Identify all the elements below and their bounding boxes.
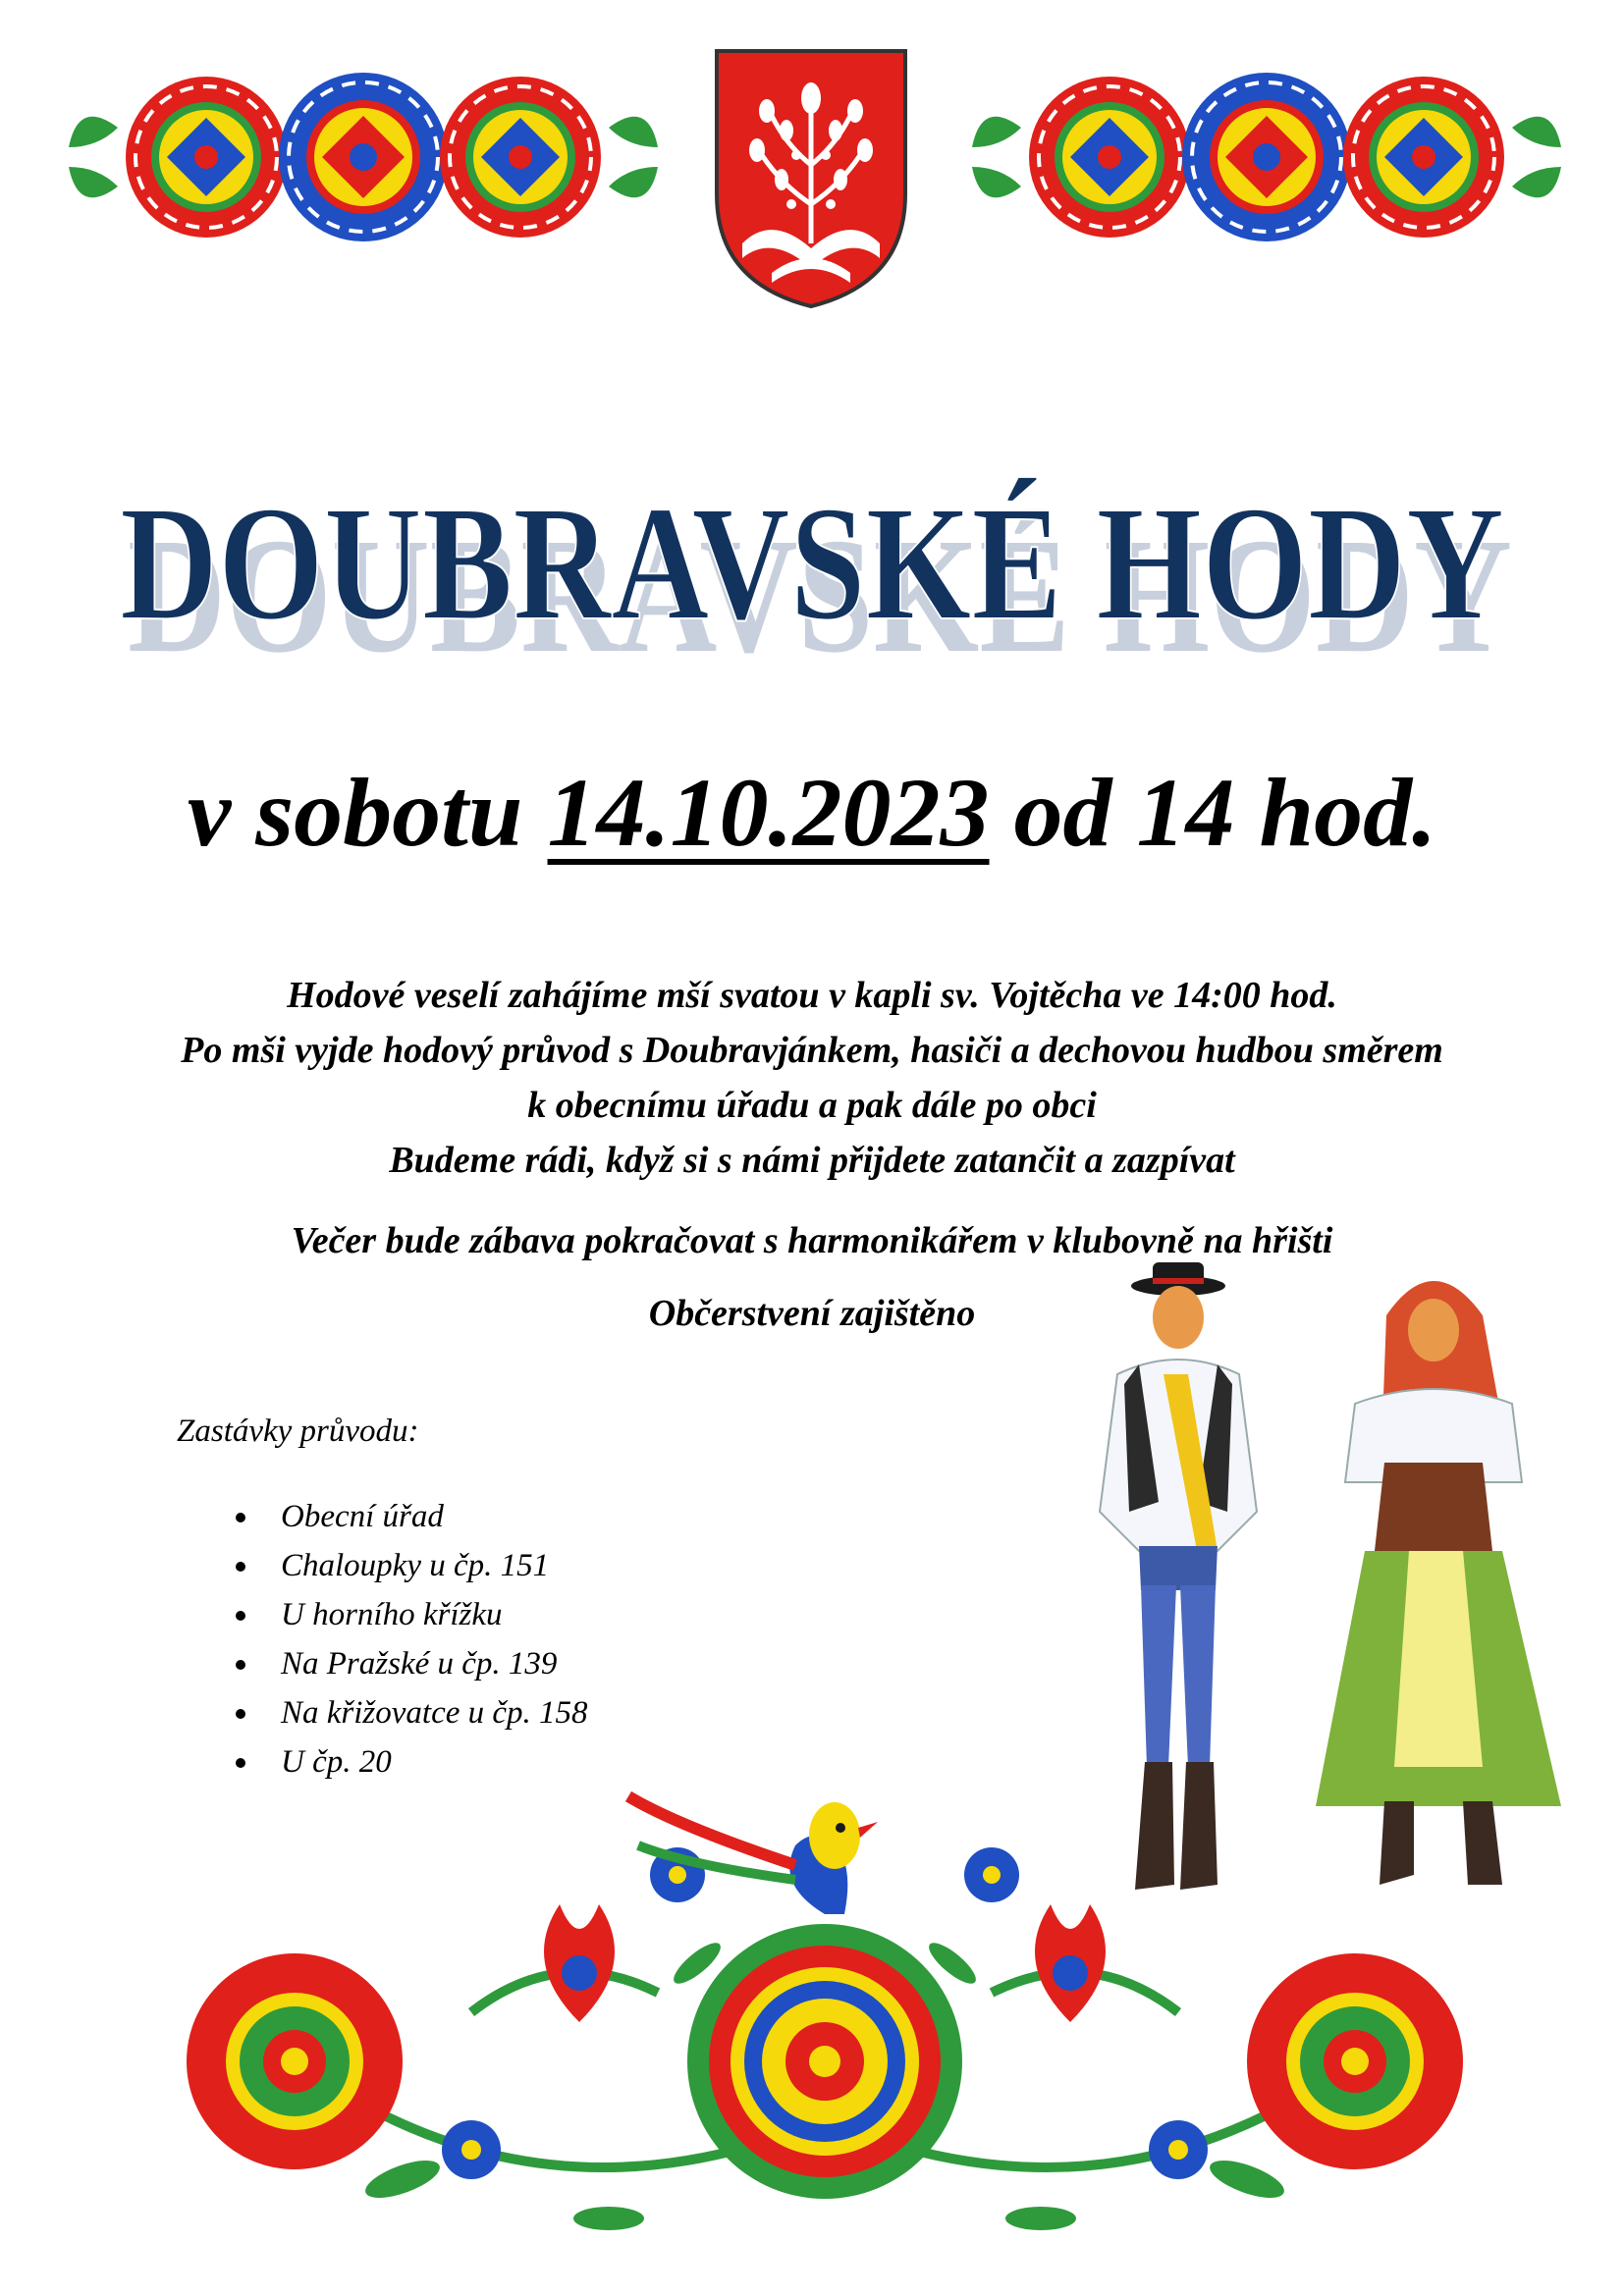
list-item: U horního křížku <box>236 1590 588 1639</box>
list-item: Na Pražské u čp. 139 <box>236 1639 588 1688</box>
folk-flower-border-right-icon <box>962 59 1571 255</box>
list-item: Chaloupky u čp. 151 <box>236 1541 588 1590</box>
info-line-3: k obecnímu úřadu a pak dále po obci <box>527 1085 1097 1126</box>
date-prefix: v sobotu <box>187 758 523 867</box>
event-date: 14.10.2023 <box>547 758 990 867</box>
date-suffix: od 14 hod. <box>1013 758 1437 867</box>
date-line <box>0 756 1624 869</box>
poster-title-text: DOUBRAVSKÉ HODY <box>120 472 1504 655</box>
folk-bird-ornament-icon <box>147 1767 1502 2248</box>
evening-line: Večer bude zábava pokračovat s harmonikářem v klubovně na hřišti <box>291 1220 1333 1261</box>
list-item: Obecní úřad <box>236 1492 588 1541</box>
info-line-4: Budeme rádi, když si s námi přijdete zatančit a zazpívat <box>389 1140 1235 1181</box>
stops-label: Zastávky průvodu: <box>177 1414 419 1449</box>
poster-title <box>0 422 1624 677</box>
coat-of-arms-icon <box>713 47 909 310</box>
poster-title-shadow: DOUBRAVSKÉ HODY <box>128 505 1512 677</box>
refreshment-line: Občerstvení zajištěno <box>648 1293 976 1334</box>
list-item: U čp. 20 <box>236 1737 588 1787</box>
list-item: Na křižovatce u čp. 158 <box>236 1688 588 1737</box>
info-line-1: Hodové veselí zahájíme mší svatou v kapli sv. Vojtěcha ve 14:00 hod. <box>287 975 1337 1016</box>
folk-flower-border-left-icon <box>59 59 668 255</box>
stops-list <box>236 1492 588 1787</box>
info-line-2: Po mši vyjde hodový průvod s Doubravjánkem, hasiči a dechovou hudbou směrem <box>181 1030 1443 1071</box>
